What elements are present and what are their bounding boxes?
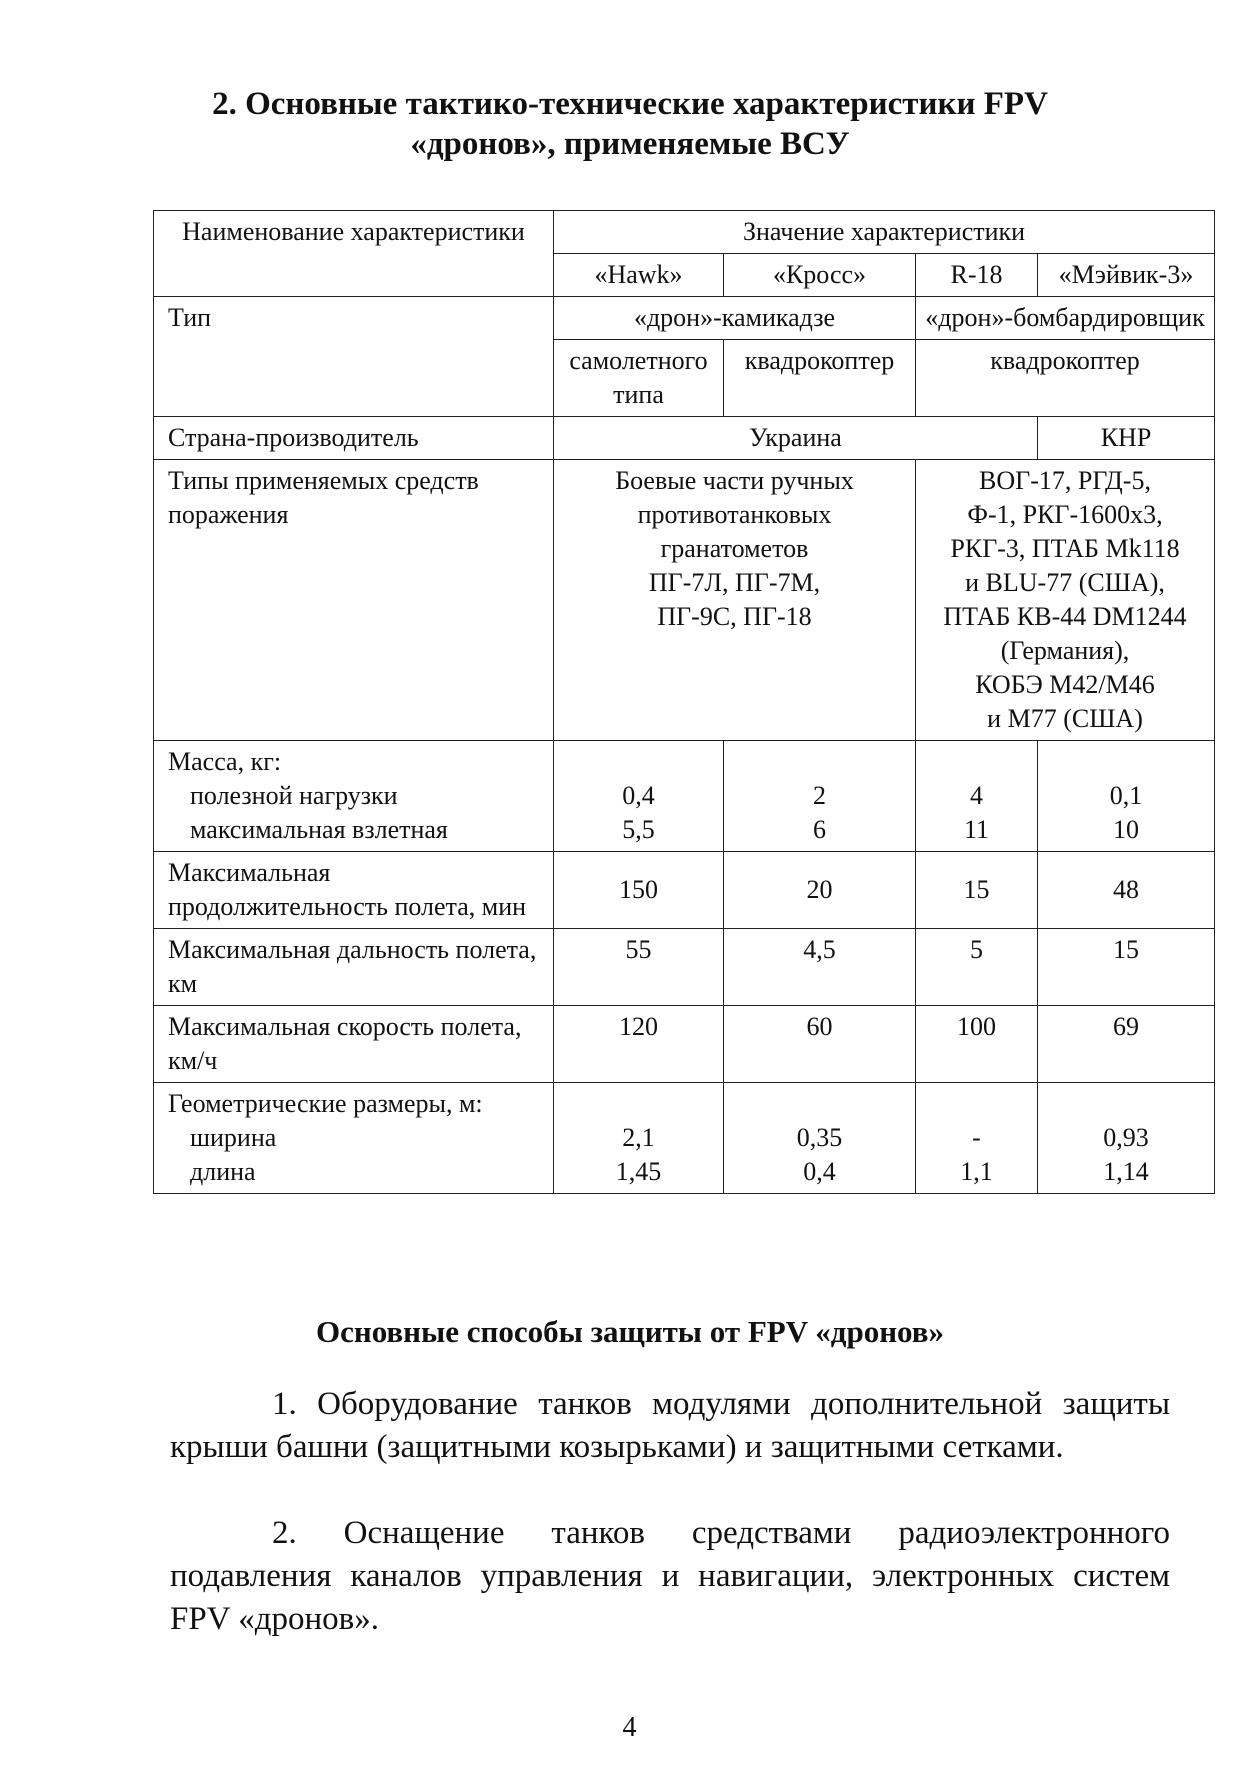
- dimensions-length-value: 1,14: [1103, 1157, 1149, 1186]
- mass-takeoff-value: 6: [813, 815, 826, 844]
- row-label-type: Тип: [154, 297, 554, 417]
- duration-mavic3-cell: 48: [1038, 852, 1215, 929]
- specs-table: [153, 210, 1215, 1194]
- mass-kross-cell: [724, 741, 916, 852]
- mass-payload-value: 2: [813, 781, 826, 810]
- mass-takeoff-value: 5,5: [622, 815, 655, 844]
- dimensions-width-value: 0,93: [1103, 1123, 1149, 1152]
- range-hawk-cell: 55: [554, 929, 724, 1006]
- header-values-group: Значение характеристики: [554, 211, 1215, 254]
- header-drone-kross: «Кросс»: [724, 254, 916, 297]
- row-label-country: Страна-производитель: [154, 417, 554, 460]
- country-ukraine-cell: Украина: [554, 417, 1038, 460]
- mass-mavic3-cell: [1038, 741, 1215, 852]
- protection-subtitle: Основные способы защиты от FPV «дронов»: [315, 1314, 945, 1349]
- subtype-bomber-cell: квадрокоптер: [916, 340, 1215, 417]
- section-title-line-2: «дронов», применяемые ВСУ: [410, 126, 850, 162]
- mass-sub-takeoff: максимальная взлетная: [190, 815, 448, 844]
- table-row-munitions: [154, 460, 1215, 741]
- row-label-range: Максимальная дальность полета, км: [154, 929, 554, 1006]
- page-number: 4: [622, 1712, 637, 1743]
- dimensions-width-value: -: [972, 1123, 981, 1152]
- table-row-speed: [154, 1006, 1215, 1083]
- table-row-duration: [154, 852, 1215, 929]
- header-drone-mavic3: «Мэйвик-3»: [1038, 254, 1215, 297]
- mass-label: Масса, кг:: [168, 747, 282, 776]
- section-title-line-1: 2. Основные тактико-технические характеристики FPV: [212, 86, 1048, 122]
- duration-r18-cell: 15: [916, 852, 1038, 929]
- dimensions-sub-length: длина: [190, 1157, 256, 1186]
- type-kamikaze-cell: «дрон»-камикадзе: [554, 297, 916, 340]
- section-title: [150, 84, 1110, 164]
- subtype-hawk-cell: самолетного типа: [554, 340, 724, 417]
- row-label-duration: Максимальная продолжительность полета, мин: [154, 852, 554, 929]
- speed-mavic3-cell: 69: [1038, 1006, 1215, 1083]
- mass-sub-payload: полезной нагрузки: [190, 781, 398, 810]
- mass-hawk-cell: [554, 741, 724, 852]
- table-row-range: [154, 929, 1215, 1006]
- table-row-country: [154, 417, 1215, 460]
- range-r18-cell: 5: [916, 929, 1038, 1006]
- row-label-mass: [154, 741, 554, 852]
- dimensions-width-value: 2,1: [622, 1123, 655, 1152]
- table-row-type: [154, 297, 1215, 340]
- dimensions-label: Геометрические размеры, м:: [168, 1089, 483, 1118]
- munitions-bomber-cell: ВОГ-17, РГД-5, Ф-1, РКГ-1600х3, РКГ-3, ПТАБ Mk118 и BLU-77 (США), ПТАБ КВ-44 DM1244 (Германия), КОБЭ М42/М46 и М77 (США): [916, 460, 1215, 741]
- mass-payload-value: 0,4: [622, 781, 655, 810]
- mass-takeoff-value: 10: [1113, 815, 1139, 844]
- table-row-mass: [154, 741, 1215, 852]
- header-drone-hawk: «Hawk»: [554, 254, 724, 297]
- speed-hawk-cell: 120: [554, 1006, 724, 1083]
- dimensions-sub-width: ширина: [190, 1123, 277, 1152]
- dimensions-length-value: 1,45: [615, 1157, 662, 1186]
- header-row-1: [154, 211, 1215, 254]
- dimensions-length-value: 1,1: [960, 1157, 993, 1186]
- mass-takeoff-value: 11: [963, 815, 990, 844]
- header-name-cell: Наименование характеристики: [154, 211, 554, 297]
- dimensions-r18-cell: [916, 1083, 1038, 1194]
- dimensions-kross-cell: [724, 1083, 916, 1194]
- mass-payload-value: 0,1: [1109, 781, 1143, 810]
- duration-hawk-cell: 150: [554, 852, 724, 929]
- paragraph-1: 1. Оборудование танков модулями дополнительной защиты крыши башни (защитными козырьками) и защитными сетками.: [170, 1386, 1170, 1465]
- range-mavic3-cell: 15: [1038, 929, 1215, 1006]
- dimensions-hawk-cell: [554, 1083, 724, 1194]
- header-drone-r18: R-18: [916, 254, 1038, 297]
- dimensions-mavic3-cell: [1038, 1083, 1215, 1194]
- mass-r18-cell: [916, 741, 1038, 852]
- range-kross-cell: 4,5: [724, 929, 916, 1006]
- speed-kross-cell: 60: [724, 1006, 916, 1083]
- country-china-cell: КНР: [1038, 417, 1215, 460]
- munitions-kamikaze-cell: Боевые части ручных противотанковых гранатометов ПГ-7Л, ПГ-7М, ПГ-9С, ПГ-18: [554, 460, 916, 741]
- subtype-kross-cell: квадрокоптер: [724, 340, 916, 417]
- table-row-dimensions: [154, 1083, 1215, 1194]
- speed-r18-cell: 100: [916, 1006, 1038, 1083]
- dimensions-width-value: 0,35: [796, 1123, 843, 1152]
- row-label-munitions: Типы применяемых средств поражения: [154, 460, 554, 741]
- paragraph-2: 2. Оснащение танков средствами радиоэлектронного подавления каналов управления и навигации, электронных систем FPV «дронов».: [170, 1515, 1170, 1637]
- row-label-speed: Максимальная скорость полета, км/ч: [154, 1006, 554, 1083]
- type-bomber-cell: «дрон»-бомбардировщик: [916, 297, 1215, 340]
- dimensions-length-value: 0,4: [803, 1157, 836, 1186]
- mass-payload-value: 4: [970, 781, 983, 810]
- duration-kross-cell: 20: [724, 852, 916, 929]
- row-label-dimensions: [154, 1083, 554, 1194]
